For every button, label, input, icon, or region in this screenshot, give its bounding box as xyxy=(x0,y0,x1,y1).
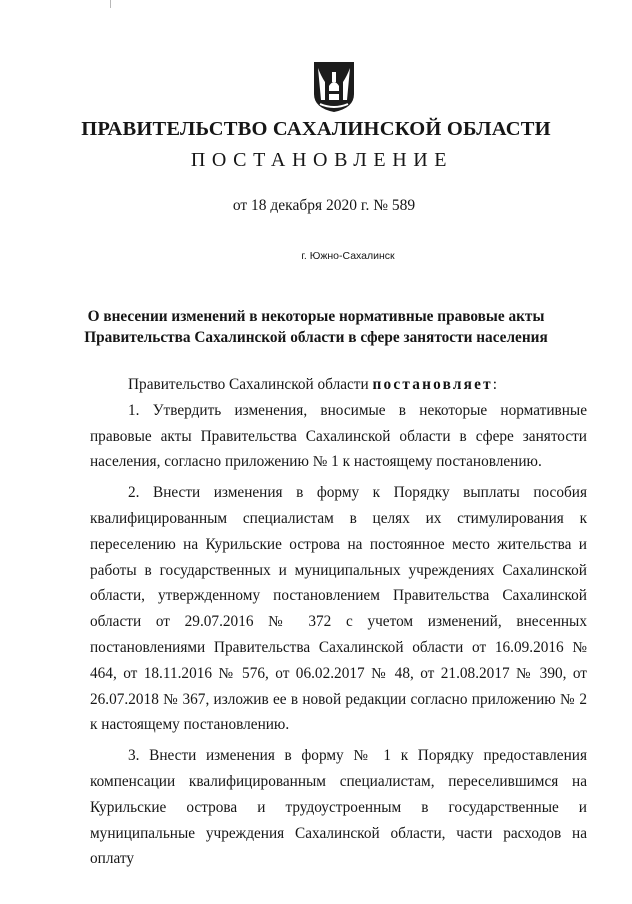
paragraph-3: 3. Внести изменения в форму № 1 к Порядку предоставления компенсации квалифицированным специалистам, переселившимся на Курильские острова и трудоустроенным в государственные и муниципальные учреждения Сахалинской области, части расходов на оплату xyxy=(90,747,587,868)
coat-of-arms-icon xyxy=(312,60,356,114)
document-type: ПОСТАНОВЛЕНИЕ xyxy=(190,149,454,171)
date-number-line: от 18 декабря 2020 г. № 589 xyxy=(232,197,416,214)
paragraph-1: 1. Утвердить изменения, вносимые в некоторые нормативные правовые акты Правительства Сахалинской области в сфере занятости населения, согласно приложению № 1 к настоящему постановлению. xyxy=(90,401,587,471)
title-line-2: Правительства Сахалинской области в сфере занятости населения xyxy=(84,329,548,346)
document-title xyxy=(0,306,632,348)
scan-artifact xyxy=(110,0,111,8)
intro-prefix: Правительство Сахалинской области xyxy=(128,376,373,393)
intro-paragraph xyxy=(90,372,587,398)
title-line-1: О внесении изменений в некоторые нормативные правовые акты xyxy=(87,308,545,325)
government-name: ПРАВИТЕЛЬСТВО САХАЛИНСКОЙ ОБЛАСТИ xyxy=(81,118,551,140)
intro-emphasis: постановляет xyxy=(372,376,493,393)
intro-suffix: : xyxy=(492,376,498,393)
city-line: г. Южно-Сахалинск xyxy=(301,250,395,262)
document-body xyxy=(90,372,587,872)
paragraph-2: 2. Внести изменения в форму к Порядку выплаты пособия квалифицированным специалистам в целях их стимулирования к переселению на Курильские острова на постоянное место жительства и работы в государственных и муниципальных учреждениях Сахалинской области, утвержденному постановлением Правительства Сахалинской области от 29.07.2016 № 372 с учетом изменений, внесенных постановлениями Правительства Сахалинской области от 16.09.2016 № 464, от 18.11.2016 № 576, от 06.02.2017 № 48, от 21.08.2017 № 390, от 26.07.2018 № 367, изложив ее в новой редакции согласно приложению № 2 к настоящему постановлению. xyxy=(90,484,587,734)
